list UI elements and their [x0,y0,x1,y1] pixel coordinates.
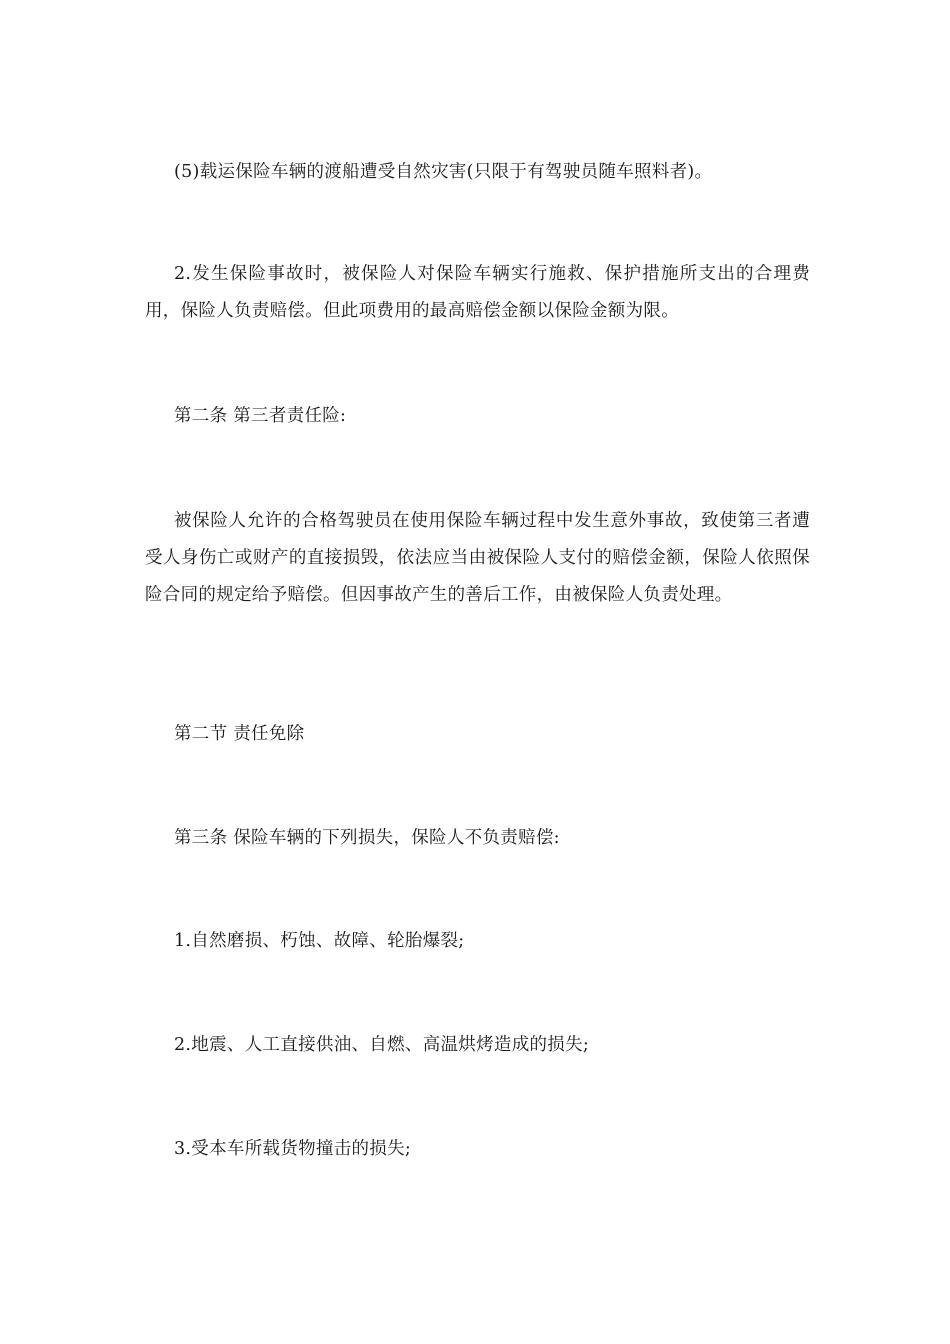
list-item-earthquake: 2.地震、人工直接供油、自燃、高温烘烤造成的损失; [174,1035,590,1055]
paragraph-ferry-disaster: (5)载运保险车辆的渡船遭受自然灾害(只限于有驾驶员随车照料者)。 [174,162,713,182]
list-item-cargo-impact: 3.受本车所载货物撞击的损失; [174,1139,412,1159]
section-heading-exclusions: 第二节 责任免除 [174,724,305,744]
list-item-wear: 1.自然磨损、朽蚀、故障、轮胎爆裂; [174,931,465,951]
paragraph-third-party-liability: 被保险人允许的合格驾驶员在使用保险车辆过程中发生意外事故，致使第三者遭受人身伤亡或财产的直接损毁，依法应当由被保险人支付的赔偿金额，保险人依照保险合同的规定给予赔偿。但因事故产生的善后工作，由被保险人负责处理。 [145,511,810,605]
article-heading-third-party: 第二条 第三者责任险: [174,406,347,426]
paragraph-rescue-costs: 2.发生保险事故时，被保险人对保险车辆实行施救、保护措施所支出的合理费用，保险人负责赔偿。但此项费用的最高赔偿金额以保险金额为限。 [145,264,810,321]
article-heading-exclusions: 第三条 保险车辆的下列损失，保险人不负责赔偿: [174,828,560,848]
